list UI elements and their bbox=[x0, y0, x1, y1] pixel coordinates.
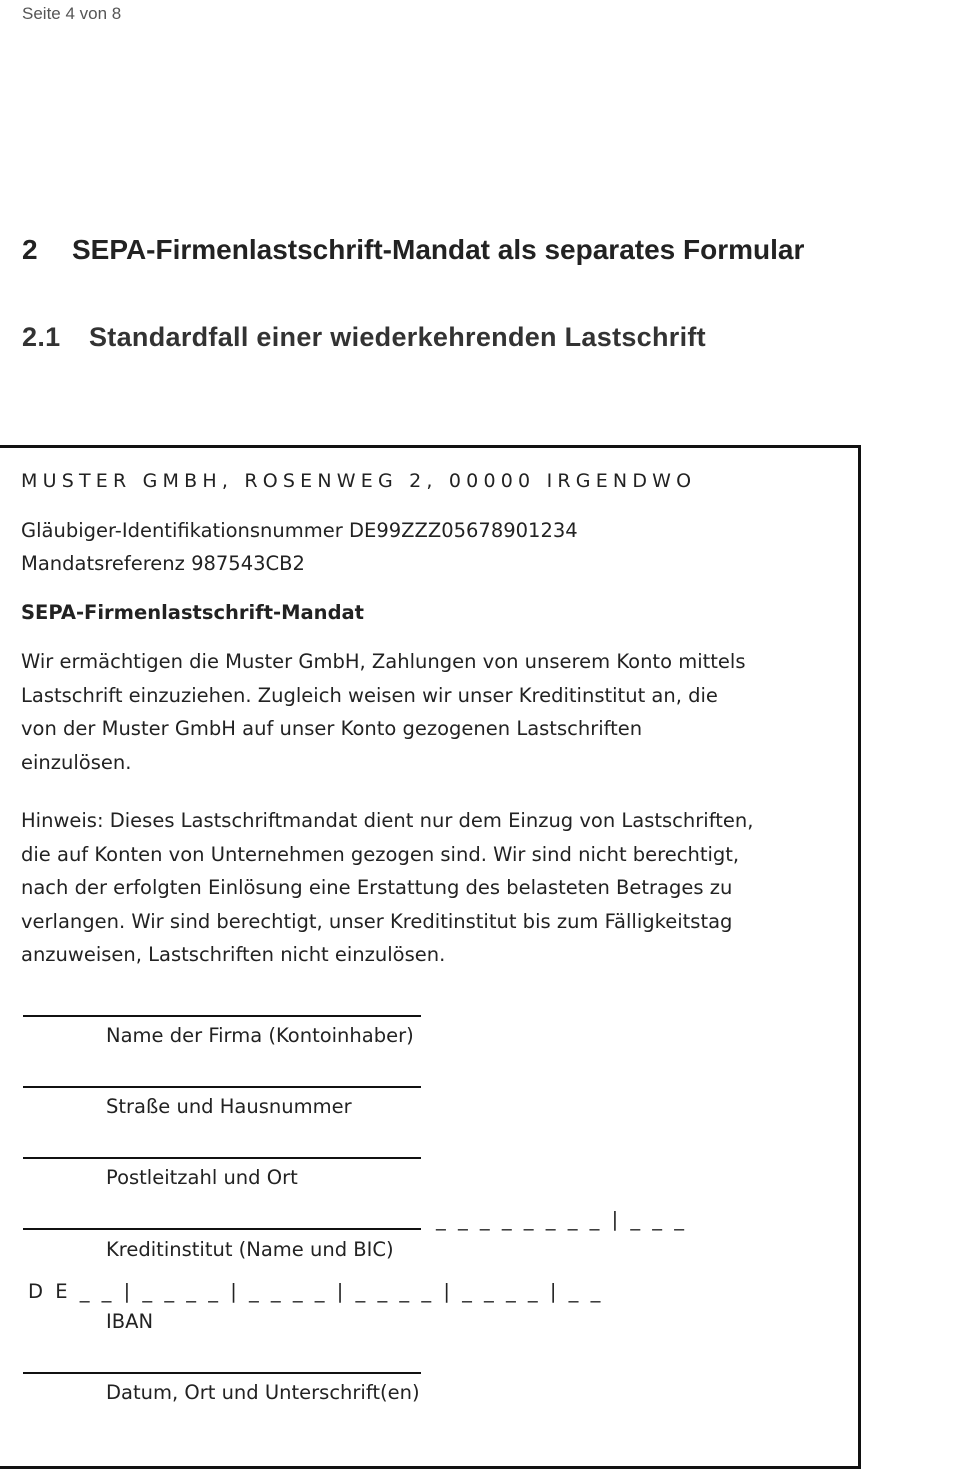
subsection-heading bbox=[22, 322, 706, 353]
text-line: Wir ermächtigen die Muster GmbH, Zahlungen von unserem Konto mittels bbox=[21, 650, 746, 673]
text-line: Lastschrift einzuziehen. Zugleich weisen wir unser Kreditinstitut an, die bbox=[21, 683, 718, 707]
company-field-line[interactable] bbox=[23, 1015, 421, 1017]
section-heading bbox=[22, 234, 804, 266]
mandate-title: SEPA-Firmenlastschrift-Mandat bbox=[21, 601, 365, 624]
text-line: nach der erfolgten Einlösung eine Erstattung des belasteten Betrages zu bbox=[21, 876, 733, 899]
authorization-text bbox=[21, 645, 746, 779]
text-line: von der Muster GmbH auf unser Konto gezogenen Lastschriften bbox=[21, 717, 643, 740]
section-number: 2 bbox=[22, 234, 38, 265]
subsection-title: Standardfall einer wiederkehrenden Lastschrift bbox=[89, 322, 706, 352]
signature-field-line[interactable] bbox=[23, 1372, 421, 1374]
page-number: Seite 4 von 8 bbox=[22, 4, 122, 23]
note-text bbox=[21, 804, 753, 972]
iban-field[interactable]: D E _ _ | _ _ _ _ | _ _ _ _ | _ _ _ _ | _ _ _ _ | _ _ bbox=[28, 1280, 604, 1303]
text-line: anzuweisen, Lastschriften nicht einzulösen. bbox=[21, 943, 446, 966]
text-line: Hinweis: Dieses Lastschriftmandat dient nur dem Einzug von Lastschriften, bbox=[21, 809, 754, 832]
creditor-id: Gläubiger-Identifikationsnummer DE99ZZZ05678901234 bbox=[21, 519, 578, 542]
bank-field-label: Kreditinstitut (Name und BIC) bbox=[106, 1238, 394, 1261]
mandate-reference: Mandatsreferenz 987543CB2 bbox=[21, 552, 305, 575]
text-line: verlangen. Wir sind berechtigt, unser Kreditinstitut bis zum Fälligkeitstag bbox=[21, 909, 733, 933]
city-field-line[interactable] bbox=[23, 1157, 421, 1159]
creditor-address: MUSTER GMBH, ROSENWEG 2, 00000 IRGENDWO bbox=[21, 470, 697, 492]
text-line: einzulösen. bbox=[21, 750, 132, 774]
subsection-number: 2.1 bbox=[22, 322, 61, 352]
company-field-label: Name der Firma (Kontoinhaber) bbox=[106, 1024, 414, 1047]
text-line: die auf Konten von Unternehmen gezogen sind. Wir sind nicht berechtigt, bbox=[21, 842, 740, 866]
iban-field-label: IBAN bbox=[106, 1310, 154, 1333]
section-title: SEPA-Firmenlastschrift-Mandat als separates Formular bbox=[72, 234, 805, 265]
street-field-label: Straße und Hausnummer bbox=[106, 1095, 352, 1118]
bic-field[interactable]: _ _ _ _ _ _ _ _ | _ _ _ bbox=[436, 1208, 688, 1231]
bank-field-line[interactable] bbox=[23, 1228, 421, 1230]
street-field-line[interactable] bbox=[23, 1086, 421, 1088]
signature-field-label: Datum, Ort und Unterschrift(en) bbox=[106, 1381, 420, 1404]
city-field-label: Postleitzahl und Ort bbox=[106, 1166, 298, 1189]
